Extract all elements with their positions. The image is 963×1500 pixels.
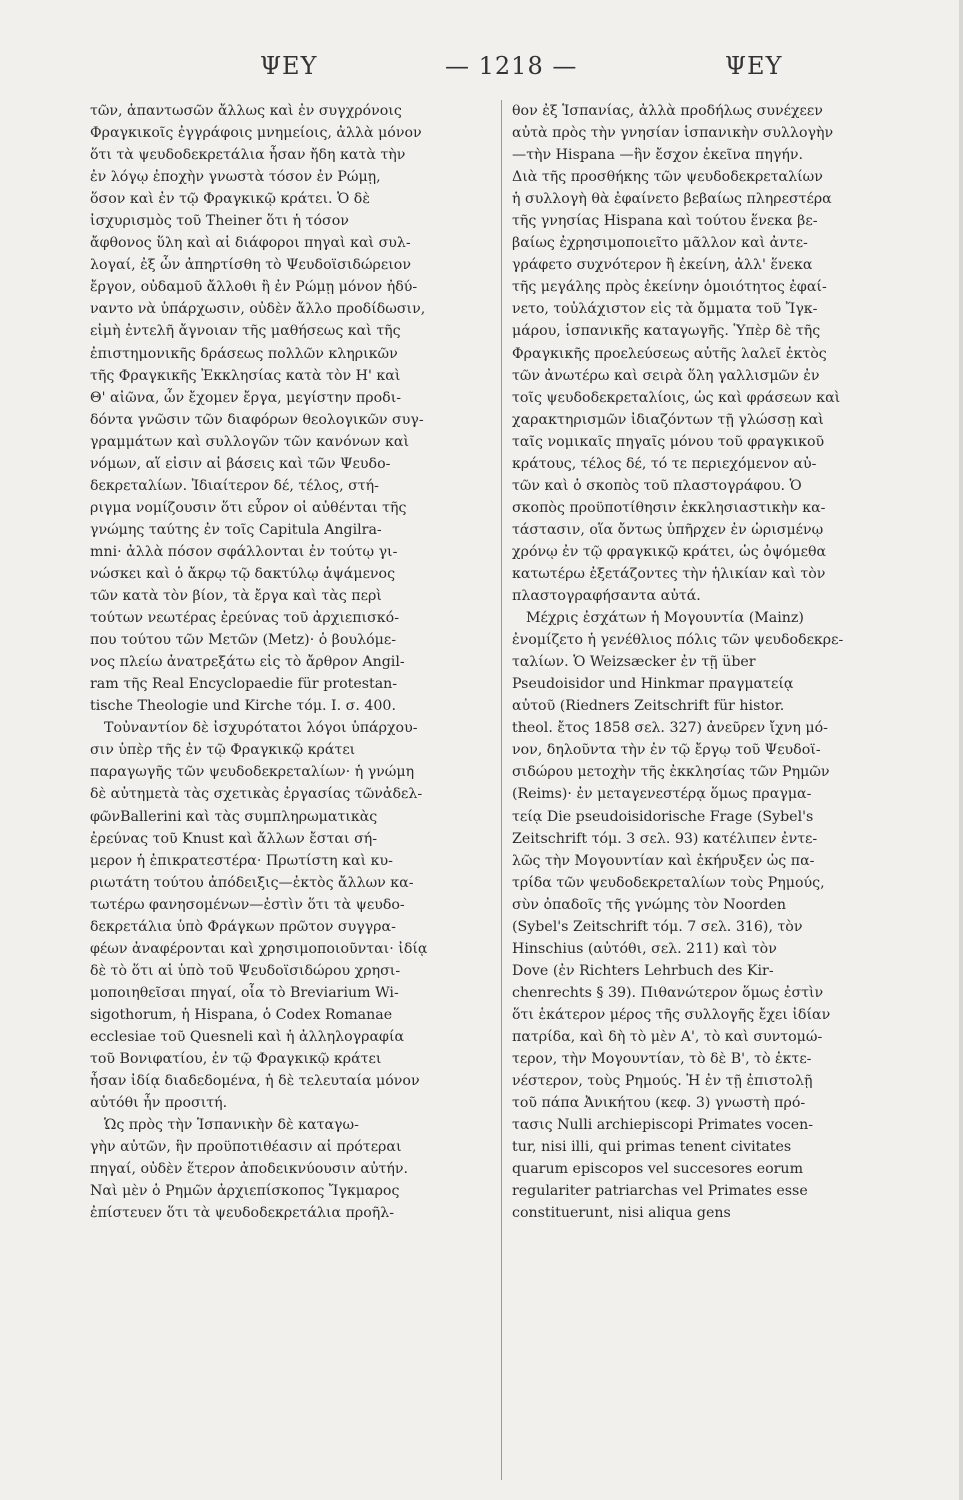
text-line: Dove (ἐν Richters Lehrbuch des Kir- <box>512 962 774 979</box>
text-line: τῆς Φραγκικῆς Ἐκκλησίας κατὰ τὸν Η' καὶ <box>90 367 401 384</box>
text-line: ἔργον, οὐδαμοῦ ἄλλοθι ἢ ἐν Ρώμῃ μόνον ἠδύ- <box>90 279 418 296</box>
text-line: τερον, τὴν Μογουντίαν, τὸ δὲ Β', τὸ ἐκτε- <box>512 1051 812 1068</box>
text-line: δὲ τὸ ὅτι αἱ ὑπὸ τοῦ Ψευδοϊσιδώρου χρησι- <box>90 962 401 979</box>
text-line: τῶν καὶ ὁ σκοπὸς τοῦ πλαστογράφου. Ὁ <box>512 477 802 494</box>
text-line: sigothorum, ἡ Hispana, ὁ Codex Romanae <box>90 1006 393 1023</box>
text-line: βαίως ἐχρησιμοποιεῖτο μᾶλλον καὶ ἀντε- <box>512 235 808 252</box>
text-line: ριωτάτη τούτου ἀπόδειξις—ἐκτὸς ἄλλων κα- <box>90 874 414 891</box>
text-line: τωτέρω φανησομένων—ἐστὶν ὅτι τὰ ψευδο- <box>90 896 405 913</box>
text-line: ἦσαν ἰδίᾳ διαδεδομένα, ἡ δὲ τελευταία μόνον <box>90 1073 420 1090</box>
header-left-keyword: ΨΕΥ <box>260 52 318 80</box>
text-line: μάρου, ἱσπανικῆς καταγωγῆς. Ὑπὲρ δὲ τῆς <box>512 323 821 340</box>
text-line: Θ' αἰῶνα, ὧν ἔχομεν ἔργα, μεγίστην προδι- <box>90 389 402 406</box>
text-line: παραγωγῆς τῶν ψευδοδεκρεταλίων· ἡ γνώμη <box>90 764 415 781</box>
text-line: constituerunt, nisi aliqua gens <box>512 1205 731 1222</box>
text-line: τείᾳ Die pseudoisidorische Frage (Sybel's <box>512 808 814 825</box>
text-line: ριγμα νομίζουσιν ὅτι εὗρον οἱ αὐθένται τῆς <box>90 499 407 516</box>
text-line: tur, nisi illi, qui primas tenent civitates <box>512 1139 792 1156</box>
text-line: μερον ἡ ἐπικρατεστέρα· Πρωτίστη καὶ κυ- <box>90 852 393 869</box>
header-right-keyword: ΨΕΥ <box>725 52 783 80</box>
right-text-column <box>512 100 902 1224</box>
text-line: Ὡς πρὸς τὴν Ἱσπανικὴν δὲ καταγω- <box>104 1117 359 1134</box>
text-line: quarum episcopos vel succesores eorum <box>512 1161 804 1178</box>
text-line: ναντο νὰ ὑπάρχωσιν, οὐδὲν ἄλλο προδίδωσιν, <box>90 301 426 318</box>
text-line: πλαστογραφήσαντα αὐτά. <box>512 588 701 605</box>
text-line: σιν ὑπὲρ τῆς ἐν τῷ Φραγκικῷ κράτει <box>90 742 356 759</box>
text-line: δεκρεταλίων. Ἰδιαίτερον δέ, τέλος, στή- <box>90 477 379 494</box>
text-line: ἰσχυρισμὸς τοῦ Theiner ὅτι ἡ τόσον <box>90 213 349 230</box>
text-line: chenrechts § 39). Πιθανώτερον ὅμως ἐστὶν <box>512 984 824 1001</box>
text-line: ταῖς νομικαῖς πηγαῖς μόνου τοῦ φραγκικοῦ <box>512 433 825 450</box>
text-line: δόντα γνῶσιν τῶν διαφόρων θεολογικῶν συγ- <box>90 411 424 428</box>
text-line: τάστασιν, οἵα ὄντως ὑπῆρχεν ἐν ὡρισμένῳ <box>512 521 824 538</box>
text-line: ἐρεύνας τοῦ Knust καὶ ἄλλων ἔσται σή- <box>90 830 378 847</box>
text-line: ἐπίστευεν ὅτι τὰ ψευδοδεκρετάλια προῆλ- <box>90 1205 395 1222</box>
text-line: γραμμάτων καὶ συλλογῶν τῶν κανόνων καὶ <box>90 433 410 450</box>
text-line: δὲ αὐτημετὰ τὰς σχετικὰς ἐργασίας τῶνἀδελ- <box>90 786 423 803</box>
text-line: τῶν κατὰ τὸν βίον, τὰ ἔργα καὶ τὰς περὶ <box>90 588 382 605</box>
text-line: γὴν αὐτῶν, ἣν προϋποτιθέασιν αἱ πρότεραι <box>90 1139 402 1156</box>
text-line: ἄφθονος ὕλη καὶ αἱ διάφοροι πηγαὶ καὶ συλ- <box>90 235 411 252</box>
text-line: που τούτου τῶν Μετῶν (Metz)· ὁ βουλόμε- <box>90 632 397 649</box>
text-line: Τοὐναντίον δὲ ἰσχυρότατοι λόγοι ὑπάρχου- <box>104 720 418 737</box>
text-line: αὐτοῦ (Riedners Zeitschrift für histor. <box>512 698 785 715</box>
text-line: σὺν ὀπαδοῖς τῆς γνώμης τὸν Noorden <box>512 896 787 913</box>
text-line: νον, δηλοῦντα τὴν ἐν τῷ ἔργῳ τοῦ Ψευδοϊ- <box>512 742 821 759</box>
text-line: νώσκει καὶ ὁ ἄκρῳ τῷ δακτύλῳ ἁψάμενος <box>90 565 396 582</box>
text-line: τρίδα τῶν ψευδοδεκρεταλίων τοὺς Ρημούς, <box>512 874 825 891</box>
column-divider <box>501 100 502 1480</box>
text-line: τούτων νεωτέρας ἐρεύνας τοῦ ἀρχιεπισκό- <box>90 610 400 627</box>
page-edge <box>959 0 963 1500</box>
text-line: Hinschius (αὐτόθι, σελ. 211) καὶ τὸν <box>512 940 777 957</box>
text-line: Φραγκικοῖς ἐγγράφοις μνημείοις, ἀλλὰ μόνον <box>90 125 422 142</box>
text-line: (Reims)· ἐν μεταγενεστέρᾳ ὅμως πραγμα- <box>512 786 812 803</box>
text-line: γράφετο συχνότερον ἢ ἐκείνη, ἀλλ' ἕνεκα <box>512 257 813 274</box>
text-line: γνώμης ταύτης ἐν τοῖς Capitula Angilra- <box>90 521 382 538</box>
text-line: (Sybel's Zeitschrift τόμ. 7 σελ. 316), τὸν <box>512 918 803 935</box>
text-line: νος πλείω ἀνατρεξάτω εἰς τὸ ἄρθρον Angil- <box>90 654 405 671</box>
text-line: ταλίων. Ὁ Weizsæcker ἐν τῇ über <box>512 654 756 671</box>
text-line: tische Theologie und Kirche τόμ. Ι. σ. 400. <box>90 698 396 715</box>
text-line: ἡ συλλογὴ θὰ ἐφαίνετο βεβαίως πληρεστέρα <box>512 191 832 208</box>
text-line: τῶν, ἁπαντωσῶν ἄλλως καὶ ἐν συγχρόνοις <box>90 103 402 119</box>
running-header <box>70 52 905 92</box>
text-line: regulariter patriarchas vel Primates esse <box>512 1183 808 1200</box>
text-line: ecclesiae τοῦ Quesneli καὶ ἡ ἀλληλογραφία <box>90 1028 405 1045</box>
text-line: τῆς γνησίας Hispana καὶ τούτου ἕνεκα βε- <box>512 213 818 230</box>
text-line: μοποιηθεῖσαι πηγαί, οἷα τὸ Breviarium Wi- <box>90 984 399 1001</box>
text-line: φῶνBallerini καὶ τὰς συμπληρωματικὰς <box>90 808 378 825</box>
text-line: πατρίδα, καὶ δὴ τὸ μὲν Α', τὸ καὶ συντομώ- <box>512 1028 823 1045</box>
text-line: theol. ἔτος 1858 σελ. 327) ἀνεῦρεν ἴχνη μό- <box>512 720 828 737</box>
text-line: κατωτέρω ἐξετάζοντες τὴν ἡλικίαν καὶ τὸν <box>512 565 826 582</box>
text-line: τοῖς ψευδοδεκρεταλίοις, ὡς καὶ φράσεων καὶ <box>512 389 841 406</box>
text-line: ἐνομίζετο ἡ γενέθλιος πόλις τῶν ψευδοδεκρε- <box>512 632 844 649</box>
text-line: ἐπιστημονικῆς δράσεως πολλῶν κληρικῶν <box>90 345 398 362</box>
text-line: σκοπὸς προϋποτίθησιν ἐκκλησιαστικὴν κα- <box>512 499 826 516</box>
text-line: αὐτὰ πρὸς τὴν γνησίαν ἱσπανικὴν συλλογὴν <box>512 125 834 142</box>
text-line: κράτους, τέλος δέ, τό τε περιεχόμενον αὐ- <box>512 455 817 472</box>
text-line: θον ἐξ Ἱσπανίας, ἀλλὰ προδήλως συνέχεεν <box>512 103 823 119</box>
text-line: τῶν ἀνωτέρω καὶ σειρὰ ὅλη γαλλισμῶν ἐν <box>512 367 820 384</box>
text-line: Ναὶ μὲν ὁ Ρημῶν ἀρχιεπίσκοπος Ἴγκμαρος <box>90 1183 400 1200</box>
text-line: φέων ἀναφέρονται καὶ χρησιμοποιοῦνται· ἰδίᾳ <box>90 940 428 957</box>
text-line: ὅτι τὰ ψευδοδεκρετάλια ἦσαν ἤδη κατὰ τὴν <box>90 147 406 164</box>
text-line: χρόνῳ ἐν τῷ φραγκικῷ κράτει, ὡς ὀψόμεθα <box>512 543 827 560</box>
text-line: λογαί, ἐξ ὧν ἀπηρτίσθη τὸ Ψευδοϊσιδώρειον <box>90 257 411 274</box>
text-line: ὅτι ἑκάτερον μέρος τῆς συλλογῆς ἔχει ἰδίαν <box>512 1006 831 1023</box>
text-line: —τὴν Hispana —ἣν ἔσχον ἐκεῖνα πηγήν. <box>512 147 803 164</box>
text-line: Pseudoisidor und Hinkmar πραγματείᾳ <box>512 676 794 693</box>
page-number: — 1218 — <box>445 52 578 80</box>
text-line: νετο, τοὐλάχιστον εἰς τὰ ὄμματα τοῦ Ἴγκ- <box>512 301 818 318</box>
text-line: τοῦ Βονιφατίου, ἐν τῷ Φραγκικῷ κράτει <box>90 1051 382 1068</box>
text-line: δεκρετάλια ὑπὸ Φράγκων πρῶτον συγγρα- <box>90 918 396 935</box>
left-text-column <box>90 100 480 1224</box>
text-line: σιδώρου μετοχὴν τῆς ἐκκλησίας τῶν Ρημῶν <box>512 764 830 781</box>
text-line: εἰμὴ ἐντελῆ ἄγνοιαν τῆς μαθήσεως καὶ τῆς <box>90 323 401 340</box>
text-line: πηγαί, οὐδὲν ἕτερον ἀποδεικνύουσιν αὐτήν. <box>90 1161 409 1178</box>
text-line: τασις Nulli archiepiscopi Primates vocen- <box>512 1117 814 1134</box>
text-line: τοῦ πάπα Ἀνικήτου (κεφ. 3) γνωστὴ πρό- <box>512 1095 806 1112</box>
text-line: νέστερον, τοὺς Ρημούς. Ἡ ἐν τῇ ἐπιστολῇ <box>512 1073 813 1090</box>
text-line: ἐν λόγῳ ἐποχὴν γνωστὰ τόσον ἐν Ρώμῃ, <box>90 169 381 186</box>
text-line: Μέχρις ἐσχάτων ἡ Μογουντία (Mainz) <box>526 610 804 627</box>
text-line: τῆς μεγάλης πρὸς ἐκείνην ὁμοιότητος ἐφαί- <box>512 279 827 296</box>
text-line: Φραγκικῆς προελεύσεως αὐτῆς λαλεῖ ἐκτὸς <box>512 345 827 362</box>
text-line: ὅσον καὶ ἐν τῷ Φραγκικῷ κράτει. Ὁ δὲ <box>90 191 370 208</box>
text-line: ram τῆς Real Encyclopaedie für protestan- <box>90 676 398 693</box>
text-line: νόμων, αἵ εἰσιν αἱ βάσεις καὶ τῶν Ψευδο- <box>90 455 391 472</box>
text-line: λῶς τὴν Μογουντίαν καὶ ἐκήρυξεν ὡς πα- <box>512 852 815 869</box>
text-line: χαρακτηρισμῶν ἰδιαζόντων τῇ γλώσσῃ καὶ <box>512 411 824 428</box>
text-line: Διὰ τῆς προσθήκης τῶν ψευδοδεκρεταλίων <box>512 169 823 186</box>
text-line: mni· ἀλλὰ πόσον σφάλλονται ἐν τούτῳ γι- <box>90 543 398 560</box>
text-line: Zeitschrift τόμ. 3 σελ. 93) κατέλιπεν ἐντε- <box>512 830 818 847</box>
text-line: αὐτόθι ἦν προσιτή. <box>90 1095 228 1112</box>
